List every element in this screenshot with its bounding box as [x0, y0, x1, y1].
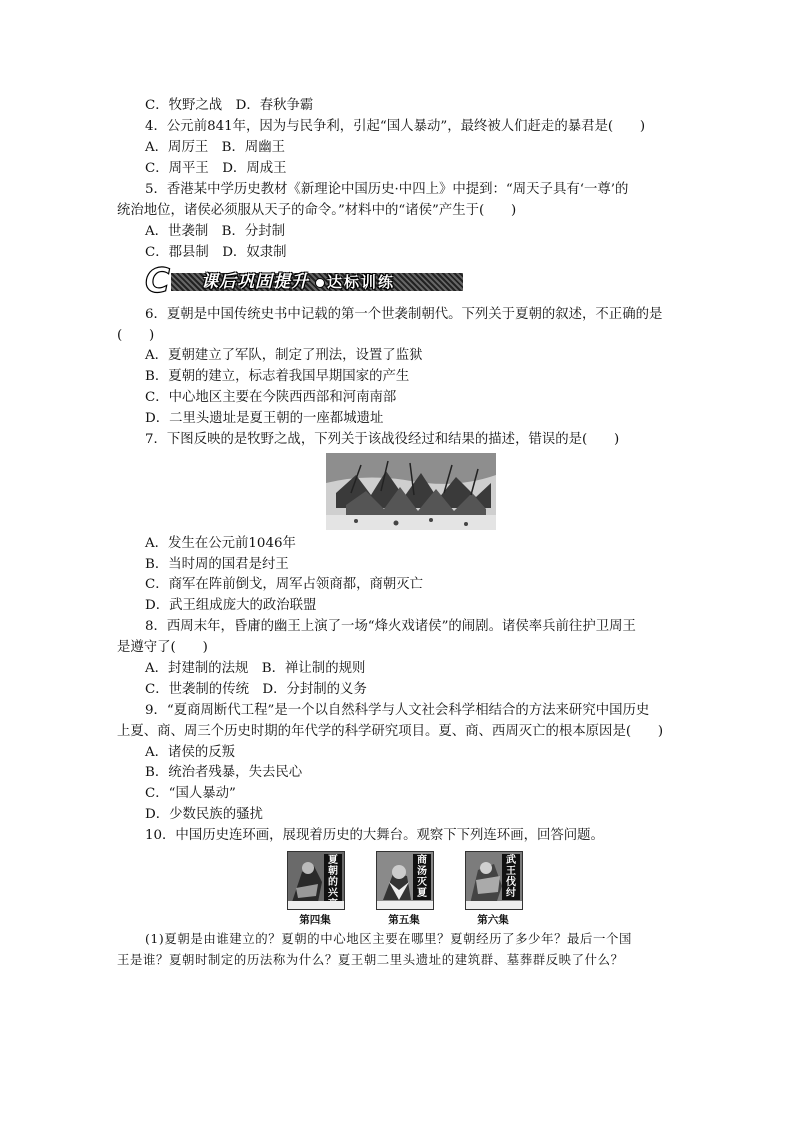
- q9-stem-line2: 上夏、商、周三个历史时期的年代学的科学研究项目。夏、商、西周灭亡的根本原因是( ): [117, 724, 664, 739]
- comic-cover-episode-4: [287, 851, 345, 910]
- q9-option-a: A．诸侯的反叛: [145, 745, 236, 760]
- q7-option-a: A．发生在公元前1046年: [145, 536, 296, 551]
- q8-options-ab: A．封建制的法规 B．禅让制的规则: [145, 661, 366, 676]
- banner-subtitle: 达标训练: [327, 273, 396, 291]
- q6-option-b: B．夏朝的建立，标志着我国早期国家的产生: [145, 369, 410, 384]
- comic-cover-episode-5: [376, 851, 434, 910]
- comic-5-strip: [377, 901, 433, 909]
- comic-4-title: 夏朝的兴: [324, 854, 342, 910]
- q7-stem: 7．下图反映的是牧野之战，下列关于该战役经过和结果的描述，错误的是( ): [145, 432, 620, 447]
- q8-options-cd: C．世袭制的传统 D．分封制的义务: [145, 682, 367, 697]
- q4-options-cd: C．周平王 D．周成王: [145, 161, 287, 176]
- q4-stem: 4．公元前841年，因为与民争利，引起“国人暴动”，最终被人们赶走的暴君是( ): [145, 119, 646, 134]
- battle-scene-illustration: [326, 453, 496, 530]
- q9-option-b: B．统治者残暴，失去民心: [145, 765, 303, 780]
- q10-stem: 10．中国历史连环画，展现着历史的大舞台。观察下下列连环画，回答问题。: [145, 828, 604, 843]
- q5-stem-line2: 统治地位，诸侯必须服从天子的命令。”材料中的“诸侯”产生于( ): [117, 203, 517, 218]
- q10-sub1-line1: (1)夏朝是由谁建立的？夏朝的中心地区主要在哪里？夏朝经历了多少年？最后一个国: [145, 931, 633, 946]
- q4-options-ab: A．周厉王 B．周幽王: [145, 140, 286, 155]
- q5-options-ab: A．世袭制 B．分封制: [145, 224, 286, 239]
- q10-sub1-line2: 王是谁？夏朝时制定的历法称为什么？夏王朝二里头遗址的建筑群、墓葬群反映了什么？: [117, 952, 624, 967]
- comic-6-strip: [466, 901, 522, 909]
- q7-option-b: B．当时周的国君是纣王: [145, 557, 289, 572]
- q7-option-d: D．武王组成庞大的政治联盟: [145, 598, 317, 613]
- banner-title: 课后巩固提升: [201, 272, 309, 292]
- q6-option-c: C．中心地区主要在今陕西西部和河南南部: [145, 390, 397, 405]
- banner-logo: C: [145, 261, 170, 301]
- comic-4-caption: 第四集: [299, 914, 331, 926]
- q5-stem-line1: 5．香港某中学历史教材《新理论中国历史·中四上》中提到：“周天子具有‘一尊’的: [145, 182, 629, 197]
- q3-options-cd: C．牧野之战 D．春秋争霸: [145, 98, 314, 113]
- q9-option-c: C．“国人暴动”: [145, 786, 236, 801]
- comic-6-caption: 第六集: [477, 914, 509, 926]
- q6-option-a: A．夏朝建立了军队，制定了刑法，设置了监狱: [145, 348, 423, 363]
- q7-option-c: C．商军在阵前倒戈，周军占领商都，商朝灭亡: [145, 577, 424, 592]
- q6-option-d: D．二里头遗址是夏王朝的一座都城遗址: [145, 411, 384, 426]
- comic-4-strip: [288, 901, 344, 909]
- banner-dot-icon: [315, 278, 325, 288]
- q6-stem-bracket: ( ): [117, 328, 155, 343]
- q9-option-d: D．少数民族的骚扰: [145, 807, 263, 822]
- q8-stem-line2: 是遵守了( ): [117, 640, 208, 655]
- q6-stem: 6．夏朝是中国传统史书中记载的第一个世袭制朝代。下列关于夏朝的叙述，不正确的是: [145, 307, 663, 322]
- comic-5-caption: 第五集: [388, 914, 420, 926]
- comic-5-title: 商汤灭夏: [413, 854, 431, 900]
- q5-options-cd: C．郡县制 D．奴隶制: [145, 245, 287, 260]
- section-banner: [145, 261, 463, 301]
- comic-cover-episode-6: [465, 851, 523, 910]
- comic-6-title: 武王伐纣: [502, 854, 520, 900]
- muye-battle-image: [326, 453, 496, 530]
- q8-stem: 8．西周末年，昏庸的幽王上演了一场“烽火戏诸侯”的闹剧。诸侯率兵前往护卫周王: [145, 619, 636, 634]
- q9-stem: 9．“夏商周断代工程”是一个以自然科学与人文社会科学相结合的方法来研究中国历史: [145, 703, 650, 718]
